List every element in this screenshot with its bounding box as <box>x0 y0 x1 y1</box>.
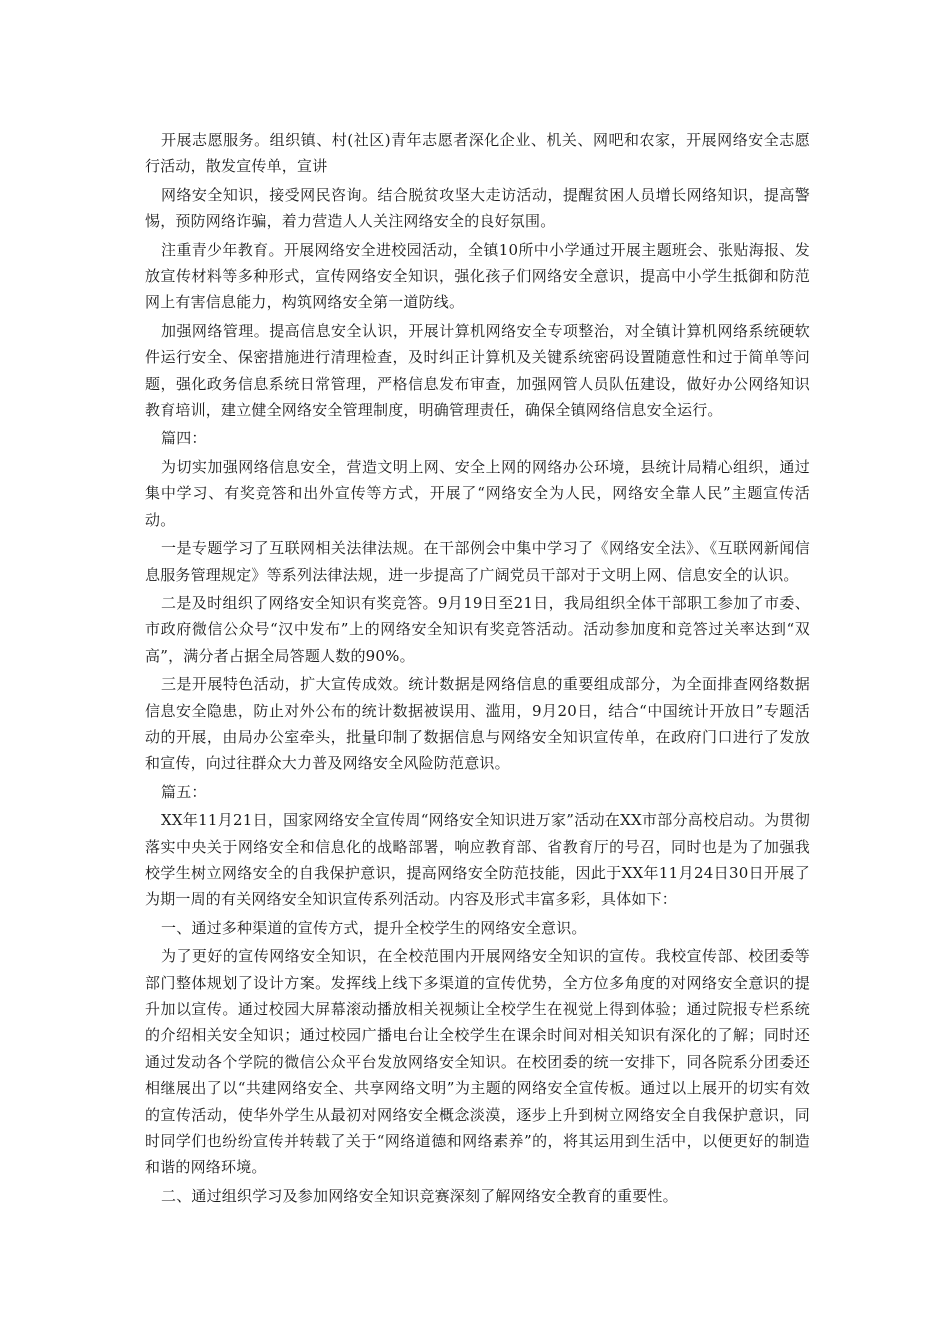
paragraph: 为了更好的宣传网络安全知识，在全校范围内开展网络安全知识的宣传。我校宣传部、校团委等部门整体规划了设计方案。发挥线上线下多渠道的宣传优势，全方位多角度的对网络安全意识的提升加以宣传。通过校园大屏幕滚动播放相关视频让全校学生在视觉上得到体验；通过院报专栏系统的介绍相关安全知识；通过校园广播电台让全校学生在课余时间对相关知识有深化的了解；同时还通过发动各个学院的微信公众平台发放网络安全知识。在校团委的统一安排下，同各院系分团委还相继展出了以“共建网络安全、共享网络文明”为主题的网络安全宣传板。通过以上展开的切实有效的宣传活动，使华外学生从最初对网络安全概念淡漠，逐步上升到树立网络安全自我保护意识，同时同学们也纷纷宣传并转载了关于“网络道德和网络素养”的，将其运用到生活中，以便更好的制造和谐的网络环境。 <box>145 947 810 1177</box>
paragraph: 网络安全知识，接受网民咨询。结合脱贫攻坚大走访活动，提醒贫困人员增长网络知识，提高警惕，预防网络诈骗，着力营造人人关注网络安全的良好氛围。 <box>145 185 810 231</box>
paragraph: XX年11月21日，国家网络安全宣传周“网络安全知识进万家”活动在XX市部分高校启动。为贯彻落实中央关于网络安全和信息化的战略部署，响应教育部、省教育厅的号召，同时也是为了加强我校学生树立网络安全的自我保护意识，提高网络安全防范技能，因此于XX年11月24日30日开展了为期一周的有关网络安全知识宣传系列活动。内容及形式丰富多彩，具体如下： <box>145 811 810 909</box>
document-body <box>145 127 810 1209</box>
paragraph: 一是专题学习了互联网相关法律法规。在干部例会中集中学习了《网络安全法》、《互联网新闻信息服务管理规定》等系列法律法规，进一步提高了广阔党员干部对于文明上网、信息安全的认识。 <box>145 539 810 584</box>
section-heading: 篇五： <box>161 782 207 801</box>
paragraph: 注重青少年教育。开展网络安全进校园活动，全镇10所中小学通过开展主题班会、张贴海报、发放宣传材料等多种形式，宣传网络安全知识，强化孩子们网络安全意识，提高中小学生抵御和防范网上有害信息能力，构筑网络安全第一道防线。 <box>145 240 810 312</box>
paragraph: 二、通过组织学习及参加网络安全知识竞赛深刻了解网络安全教育的重要性。 <box>161 1186 678 1205</box>
paragraph: 加强网络管理。提高信息安全认识，开展计算机网络安全专项整治，对全镇计算机网络系统硬软件运行安全、保密措施进行清理检查，及时纠正计算机及关键系统密码设置随意性和过于简单等问题，强化政务信息系统日常管理，严格信息发布审查，加强网管人员队伍建设，做好办公网络知识教育培训，建立健全网络安全管理制度，明确管理责任，确保全镇网络信息安全运行。 <box>145 321 810 420</box>
paragraph: 为切实加强网络信息安全，营造文明上网、安全上网的网络办公环境，县统计局精心组织，通过集中学习、有奖竞答和出外宣传等方式，开展了“网络安全为人民，网络安全靠人民”主题宣传活动。 <box>145 457 810 529</box>
paragraph: 三是开展特色活动，扩大宣传成效。统计数据是网络信息的重要组成部分，为全面排查网络数据信息安全隐患，防止对外公布的统计数据被误用、滥用，9月20日，结合“中国统计开放日”专题活动的开展，由局办公室牵头，批量印制了数据信息与网络安全知识宣传单，在政府门口进行了发放和宣传，向过往群众大力普及网络安全风险防范意识。 <box>145 675 810 773</box>
paragraph: 一、通过多种渠道的宣传方式，提升全校学生的网络安全意识。 <box>161 918 587 937</box>
paragraph: 开展志愿服务。组织镇、村(社区)青年志愿者深化企业、机关、网吧和农家，开展网络安全志愿行活动，散发宣传单，宣讲 <box>145 131 810 176</box>
section-heading: 篇四： <box>161 429 207 448</box>
paragraph: 二是及时组织了网络安全知识有奖竞答。9月19日至21日，我局组织全体干部职工参加了市委、市政府微信公众号“汉中发布”上的网络安全知识有奖竞答活动。活动参加度和竞答过关率达到“双高”，满分者占据全局答题人数的90%。 <box>145 593 810 665</box>
